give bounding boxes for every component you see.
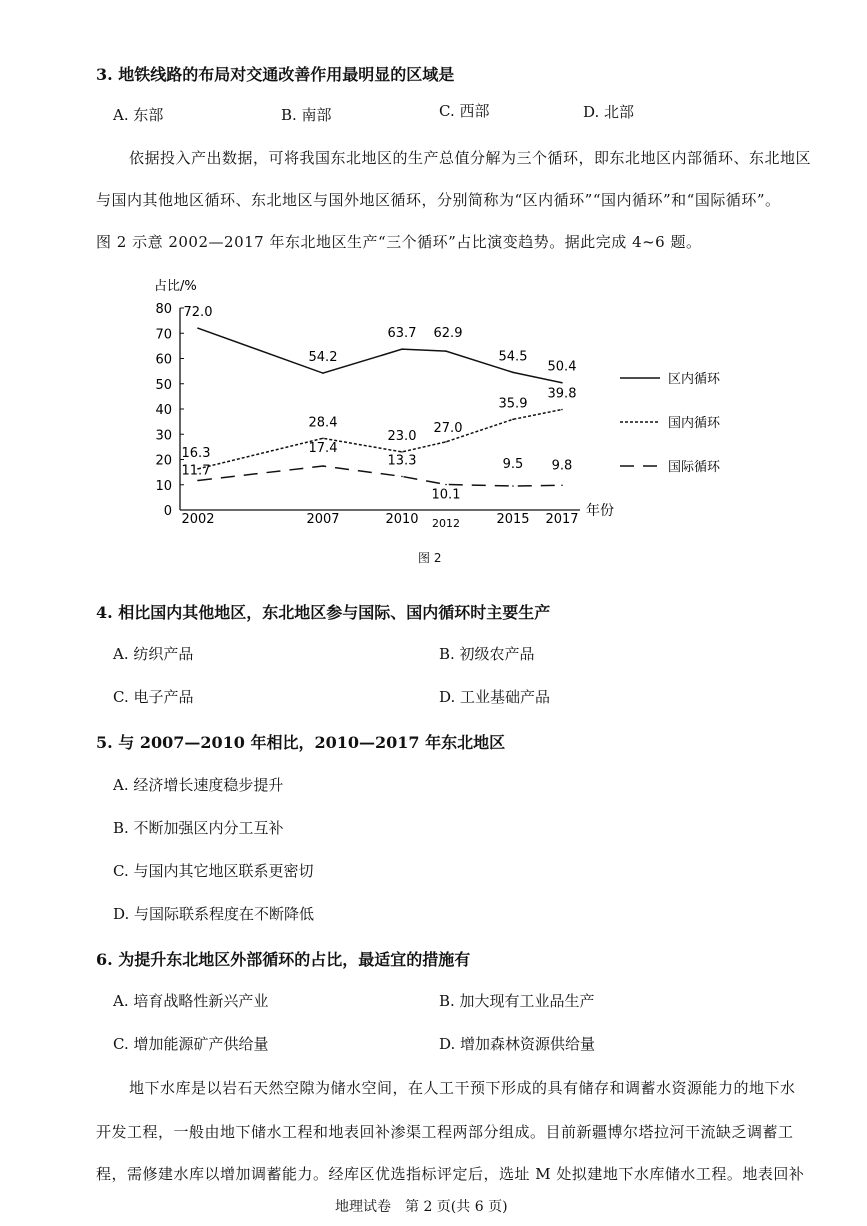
- data-label: 62.9: [433, 326, 463, 342]
- data-label: 39.8: [547, 386, 577, 402]
- data-label: 63.7: [387, 326, 417, 342]
- data-label: 16.3: [181, 445, 211, 461]
- data-point: [561, 382, 563, 384]
- para2-line-1: 地下水库是以岩石天然空隙为储水空间，在人工干预下形成的具有储存和调蓄水资源能力的地下水: [129, 1079, 796, 1097]
- data-label: 17.4: [308, 441, 338, 457]
- q3-stem: 3. 地铁线路的布局对交通改善作用最明显的区域是: [96, 65, 455, 84]
- q5-option-b: B. 不断加强区内分工互补: [113, 819, 284, 837]
- data-point: [512, 372, 514, 374]
- data-label: 10.1: [431, 487, 461, 503]
- x-tick-label: 2017: [545, 512, 579, 527]
- data-label: 35.9: [498, 396, 528, 412]
- data-label: 28.4: [308, 415, 338, 431]
- q3-option-c: C. 西部: [439, 102, 490, 120]
- data-point: [401, 476, 403, 478]
- data-point: [445, 484, 447, 486]
- x-axis-label: 年份: [586, 503, 614, 519]
- q5-option-c: C. 与国内其它地区联系更密切: [113, 862, 314, 880]
- data-point: [512, 419, 514, 421]
- data-label: 54.5: [498, 349, 528, 365]
- legend-label: 国际循环: [668, 460, 721, 475]
- x-tick-label: 2002: [181, 512, 215, 527]
- data-point: [445, 441, 447, 443]
- legend-label: 区内循环: [668, 372, 721, 387]
- data-label: 50.4: [547, 359, 577, 375]
- q3-option-a: A. 东部: [113, 106, 164, 124]
- data-label: 27.0: [433, 420, 463, 436]
- q4-option-c: C. 电子产品: [113, 688, 194, 706]
- x-tick-label: 2012: [432, 517, 460, 530]
- x-tick-label: 2010: [385, 512, 419, 527]
- x-tick-label: 2007: [306, 512, 340, 527]
- q5-option-a: A. 经济增长速度稳步提升: [113, 776, 284, 794]
- q6-stem: 6. 为提升东北地区外部循环的占比，最适宜的措施有: [96, 950, 471, 969]
- data-label: 54.2: [308, 350, 338, 366]
- data-point: [561, 409, 563, 411]
- data-point: [512, 485, 514, 487]
- data-point: [445, 350, 447, 352]
- intro-line-1: 依据投入产出数据，可将我国东北地区的生产总值分解为三个循环，即东北地区内部循环、东北地区: [129, 149, 812, 167]
- q4-option-d: D. 工业基础产品: [439, 688, 551, 706]
- legend-label: 国内循环: [668, 416, 721, 431]
- page-footer: 地理试卷 第 2 页(共 6 页): [335, 1199, 508, 1215]
- data-label: 13.3: [387, 453, 417, 469]
- data-point: [322, 465, 324, 467]
- q4-option-a: A. 纺织产品: [113, 645, 194, 663]
- data-label: 72.0: [183, 305, 213, 321]
- y-tick-label: 50: [155, 377, 172, 393]
- data-point: [197, 480, 199, 482]
- q6-option-d: D. 增加森林资源供给量: [439, 1035, 596, 1053]
- y-tick-label: 30: [155, 428, 172, 444]
- data-point: [322, 372, 324, 374]
- q6-option-c: C. 增加能源矿产供给量: [113, 1035, 269, 1053]
- data-label: 9.5: [502, 457, 524, 473]
- y-tick-label: 0: [163, 504, 172, 519]
- data-point: [197, 327, 199, 329]
- q5-stem: 5. 与 2007—2010 年相比，2010—2017 年东北地区: [96, 733, 506, 752]
- para2-line-2: 开发工程，一般由地下储水工程和地表回补渗渠工程两部分组成。目前新疆博尔塔拉河干流缺乏调蓄工: [96, 1123, 794, 1141]
- data-point: [561, 484, 563, 486]
- q3-option-d: D. 北部: [583, 103, 635, 121]
- y-tick-label: 10: [155, 478, 172, 494]
- y-tick-label: 70: [155, 327, 172, 343]
- q6-option-a: A. 培育战略性新兴产业: [113, 992, 269, 1010]
- q4-stem: 4. 相比国内其他地区，东北地区参与国际、国内循环时主要生产: [96, 603, 551, 622]
- y-tick-label: 20: [155, 453, 172, 469]
- para2-line-3: 程，需修建水库以增加调蓄能力。经库区优选指标评定后，选址 M 处拟建地下水库储水工程。地表回补: [96, 1165, 805, 1183]
- y-tick-label: 80: [155, 302, 172, 317]
- intro-line-3: 图 2 示意 2002—2017 年东北地区生产“三个循环”占比演变趋势。据此完成 4~6 题。: [96, 233, 702, 251]
- intro-line-2: 与国内其他地区循环、东北地区与国外地区循环，分别简称为“区内循环”“国内循环”和“国际循环”。: [96, 191, 781, 209]
- q5-option-d: D. 与国际联系程度在不断降低: [113, 905, 315, 923]
- data-label: 23.0: [387, 428, 417, 444]
- data-point: [401, 348, 403, 350]
- data-label: 9.8: [551, 458, 573, 474]
- q4-option-b: B. 初级农产品: [439, 645, 535, 663]
- y-tick-label: 40: [155, 403, 172, 418]
- data-label: 11.7: [181, 463, 211, 479]
- x-tick-label: 2015: [496, 512, 530, 527]
- y-tick-label: 60: [155, 352, 172, 368]
- y-axis-label: 占比/%: [154, 279, 197, 294]
- q6-option-b: B. 加大现有工业品生产: [439, 992, 595, 1010]
- q3-option-b: B. 南部: [281, 106, 332, 124]
- figure-caption: 图 2: [418, 551, 442, 565]
- data-point: [322, 437, 324, 439]
- line-chart: [130, 270, 750, 570]
